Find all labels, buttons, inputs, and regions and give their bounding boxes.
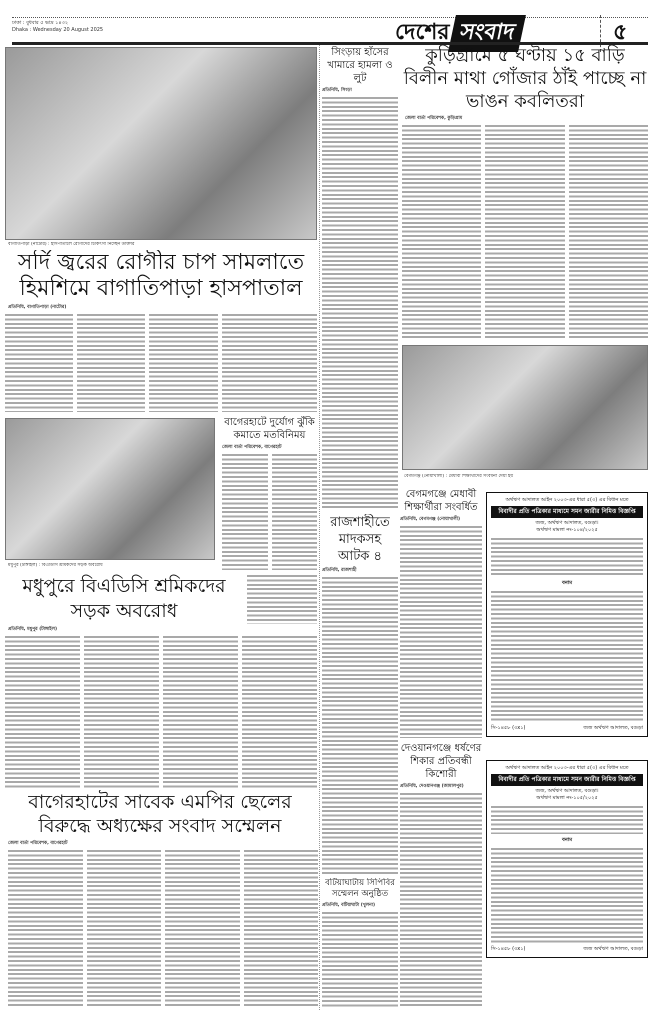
- headline-bagatipara: সর্দি জ্বরের রোগীর চাপ সামলাতে হিমশিমে বাগাতিপাড়া হাসপাতাল: [17, 250, 305, 301]
- article-columns: [322, 911, 398, 1008]
- headline-rajshahi: রাজশাহীতে মাদকসহ আটক ৪: [330, 515, 390, 564]
- article-body: [322, 96, 398, 508]
- article-madhupur: [5, 574, 317, 788]
- byline: প্রতিনিধি, মধুপুর (টাঙ্গাইল): [8, 627, 58, 632]
- article-bagerhat-disaster: [222, 416, 317, 570]
- article-body: [5, 313, 73, 412]
- article-columns: [322, 96, 398, 508]
- headline-singra: সিংড়ায় হাঁসের খামারে হামলা ও লুট: [327, 47, 393, 84]
- headline-madhupur: মধুপুরে বিএডিসি শ্রমিকদের সড়ক অবরোধ: [22, 575, 226, 622]
- article-body: [8, 849, 83, 1008]
- dateline: [12, 20, 103, 34]
- article-body: [242, 635, 317, 788]
- headline-begumganj: বেগমগঞ্জে মেধাবী শিক্ষার্থীরা সংবর্ধিত: [404, 489, 478, 513]
- headline-bagerhat-mp: বাগেরহাটের সাবেক এমপির ছেলের বিরুদ্ধে অধ্যক্ষের সংবাদ সম্মেলন: [28, 791, 292, 837]
- ad-signature: জজ অর্থঋণ আদালত, বগুড়া: [583, 946, 643, 952]
- masthead-left: দেশের: [395, 19, 450, 45]
- byline: প্রতিনিধি, বটিয়াঘাটা (খুলনা): [322, 903, 376, 908]
- page-number: ৫: [600, 15, 627, 52]
- byline: প্রতিনিধি, সিংড়া: [322, 88, 352, 93]
- headline-row: [5, 574, 317, 624]
- article-body: [84, 635, 159, 788]
- headline-kurigram: কুড়িগ্রামে ৫ ঘণ্টায় ১৫ বাড়ি বিলীন মাথা গোঁজার ঠাঁই পাচ্ছে না ভাঙন কবলিতরা: [403, 45, 647, 112]
- students-photo: [402, 345, 648, 470]
- ad-top-line: অর্থঋণ আদালত আইন ২০০৩-এর ধারা ৫(৩) এর বিধান মতে: [505, 765, 629, 771]
- article-body: [87, 849, 162, 1008]
- article-body: [322, 911, 398, 1008]
- ad-heading: বনাম: [562, 836, 572, 843]
- article-columns: [2, 849, 318, 1008]
- article-begumganj: [400, 488, 482, 738]
- article-columns: [5, 313, 317, 412]
- article-body: [569, 124, 648, 340]
- byline: জেলা বার্তা পরিবেশক, বাগেরহাট: [222, 445, 282, 450]
- article-bagerhat-mp: [2, 790, 318, 1008]
- article-body: [485, 124, 564, 340]
- date-english: Dhaka : Wednesday 20 August 2025: [12, 27, 104, 33]
- headline-bagerhat-disaster: বাগেরহাটে দুর্যোগ ঝুঁকি কমাতে মতবিনিময়: [224, 417, 315, 441]
- protest-photo: [5, 418, 215, 560]
- article-body: [272, 453, 318, 570]
- ad-title: বিবাদীর প্রতি পত্রিকার মাধ্যমে সমন জারীর নিমিত্ত বিজ্ঞপ্তি: [491, 506, 643, 518]
- article-body: [247, 574, 317, 624]
- ad-case-number: অর্থঋণ মামলা নং-১০৫/২০২৫: [536, 795, 598, 801]
- article-dewanganj: [400, 742, 482, 1008]
- article-body: [77, 313, 145, 412]
- ad-case-number: অর্থঋণ মামলা নং-১০৪/২০২৫: [536, 527, 598, 533]
- article-columns: [5, 635, 317, 788]
- article-body: [400, 792, 482, 1008]
- ad-code: সি-১৪৫৮ (৩x১): [491, 725, 526, 731]
- article-rajshahi: [322, 514, 398, 874]
- byline: জেলা বার্তা পরিবেশক, বাগেরহাট: [8, 841, 68, 846]
- article-body: [5, 635, 80, 788]
- photo-caption: বাগাতিপাড়া (নাটোর) : হাসপাতালে রোগীদের চিকিৎসা নিচ্ছেন ডাক্তার: [8, 242, 135, 247]
- byline: জেলা বার্তা পরিবেশক, কুড়িগ্রাম: [405, 116, 463, 121]
- article-body: [244, 849, 319, 1008]
- article-body: [222, 313, 317, 412]
- article-body: [165, 849, 240, 1008]
- article-singra: [322, 46, 398, 508]
- article-columns: [400, 792, 482, 1008]
- ad-body: [491, 537, 643, 577]
- headline-batiaghata: বটিয়াঘাটায় সিপিবির সম্মেলন অনুষ্ঠিত: [325, 878, 395, 899]
- article-columns: [322, 576, 398, 874]
- ad-top-line: অর্থঋণ আদালত আইন ২০০৩-এর ধারা ৫(৩) এর বিধান মতে: [505, 497, 629, 503]
- ad-signature: জজ অর্থঋণ আদালত, বগুড়া: [583, 725, 643, 731]
- ad-court: জজ, অর্থঋণ আদালত, বগুড়া।: [535, 788, 599, 794]
- ad-court: জজ, অর্থঋণ আদালত, বগুড়া।: [535, 520, 599, 526]
- ad-heading: বনাম: [562, 579, 572, 586]
- byline: প্রতিনিধি, বাগাতিপাড়া (নাটোর): [8, 305, 67, 310]
- headline-dewanganj: দেওয়ানগঞ্জে ধর্ষণের শিকার প্রতিবন্ধী কিশোরী: [400, 743, 482, 780]
- masthead-right: সংবাদ: [449, 15, 527, 52]
- ad-title: বিবাদীর প্রতি পত্রিকার মাধ্যমে সমন জারীর নিমিত্ত বিজ্ঞপ্তি: [491, 774, 643, 786]
- byline: প্রতিনিধি, দেওয়ানগঞ্জ (জামালপুর): [400, 784, 464, 789]
- ad-code: সি-১৪৫৮ (৩x১): [491, 946, 526, 952]
- ad-body: [491, 590, 643, 722]
- article-columns: [400, 525, 482, 738]
- legal-notice-ad: [486, 492, 648, 737]
- article-body: [400, 525, 482, 738]
- article-batiaghata: [322, 878, 398, 1008]
- article-kurigram: [402, 44, 648, 340]
- hospital-photo: [5, 47, 317, 240]
- byline: প্রতিনিধি, রাজশাহী: [322, 568, 357, 573]
- article-body: [322, 576, 398, 874]
- column-divider: [319, 45, 320, 1010]
- article-body: [222, 453, 268, 570]
- date-bangla: ঢাকা : বুধবার ৫ ভাদ্র ১৪৩২: [12, 20, 69, 26]
- article-body: [149, 313, 217, 412]
- top-rule: [12, 17, 648, 18]
- byline: প্রতিনিধি, বেগমগঞ্জ (নোয়াখালী): [400, 517, 461, 522]
- photo-caption: বেগমগঞ্জ (নোয়াখালী) : মেধাবী শিক্ষার্থীদের সংবর্ধনা দেয়া হয়: [404, 474, 514, 479]
- article-body: [163, 635, 238, 788]
- article-columns: [402, 124, 648, 340]
- ad-body: [491, 847, 643, 943]
- article-columns: [222, 453, 317, 570]
- ad-body: [491, 805, 643, 834]
- article-bagatipara: [5, 250, 317, 412]
- photo-caption: মধুপুর (টাঙ্গাইল) : বিএডিসি শ্রমিকদের সড়ক অবরোধ: [8, 563, 103, 568]
- article-body: [402, 124, 481, 340]
- legal-notice-ad: [486, 760, 648, 958]
